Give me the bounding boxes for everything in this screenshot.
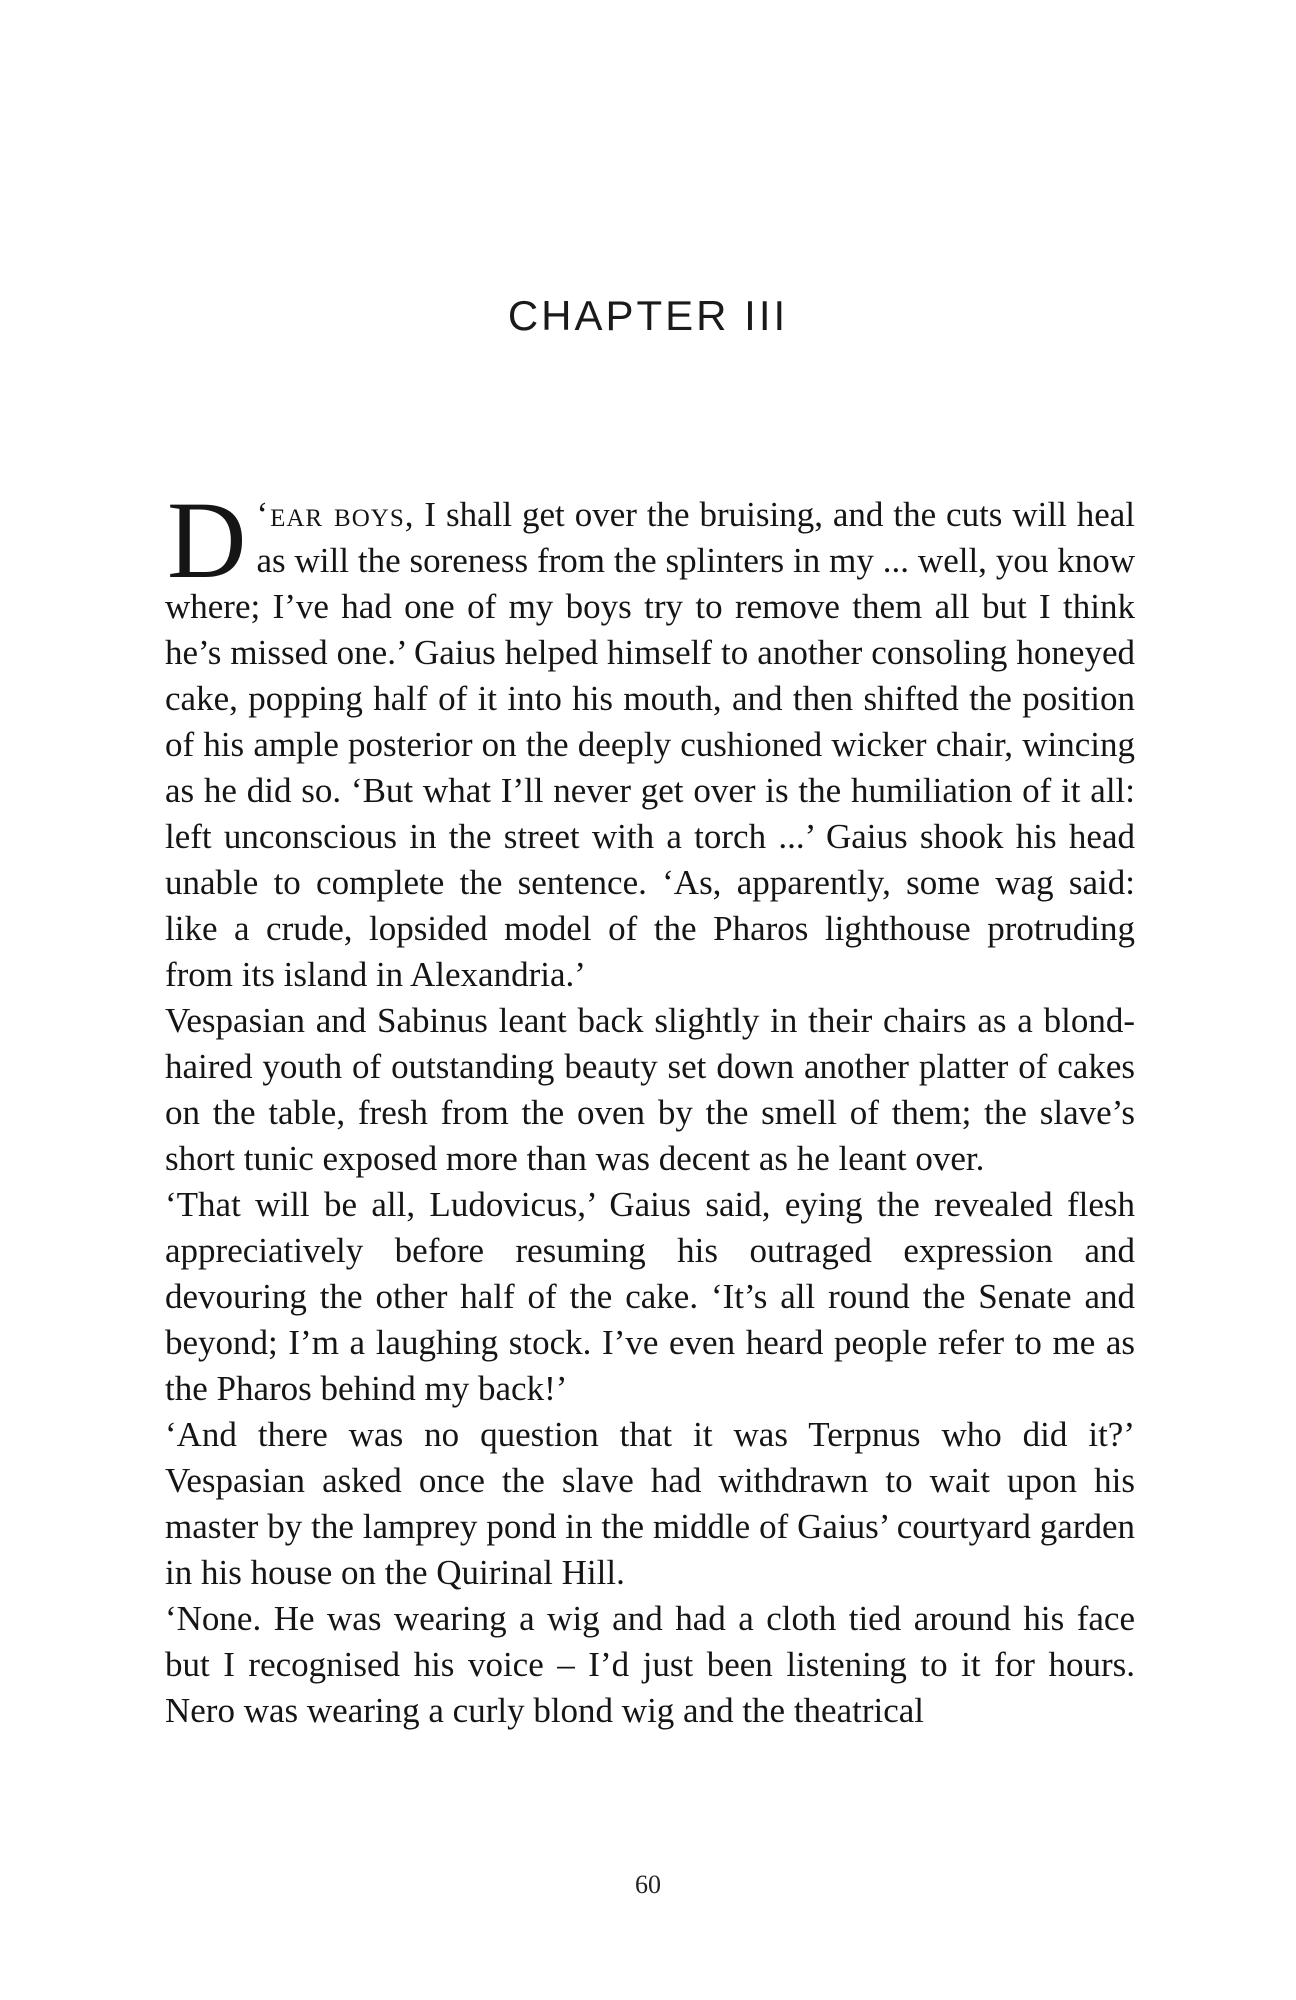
drop-cap: D (167, 479, 247, 601)
paragraph: ‘None. He was wearing a wig and had a cloth tied around his face but I recognised his voice – I’d just been listening to it for hours. Nero was wearing a curly blond wig and the theatrical (165, 1599, 1135, 1730)
chapter-heading: CHAPTER III (507, 292, 789, 339)
small-caps-lead: ear boys, (270, 495, 415, 534)
paragraph: ‘That will be all, Ludovicus,’ Gaius said, eying the revealed flesh appreciatively before resuming his outraged expression and devouring the other half of the cake. ‘It’s all round the Senate and beyond; I’m a laughing stock. I’ve even heard people refer to me as the Pharos behind my back!’ (165, 1185, 1135, 1408)
opening-quote-mark: ‘ (256, 495, 269, 534)
opening-paragraph (165, 479, 1136, 998)
paragraph: Vespasian and Sabinus leant back slightly in their chairs as a blond-haired youth of outstanding beauty set down another platter of cakes on the table, fresh from the oven by the smell of them; the slave’s short tunic exposed more than was decent as he leant over. (165, 1001, 1135, 1178)
paragraph: ‘And there was no question that it was Terpnus who did it?’ Vespasian asked once the slave had withdrawn to wait upon his master by the lamprey pond in the middle of Gaius’ courtyard garden in his house on the Quirinal Hill. (165, 1415, 1135, 1592)
opening-paragraph-text: I shall get over the bruising, and the cuts will heal as will the soreness from the splinters in my ... well, you know where; I’ve had one of my boys try to remove them all but I think he’s missed one.’ Gaius helped himself to another consoling honeyed cake, popping half of it into his mouth, and then shifted the position of his ample posterior on the deeply cushioned wicker chair, wincing as he did so. ‘But what I’ll never get over is the humiliation of it all: left unconscious in the street with a torch ...’ Gaius shook his head unable to complete the sentence. ‘As, apparently, some wag said: like a crude, lopsided model of the Pharos lighthouse protruding from its island in Alexandria.’ (165, 495, 1136, 994)
body-text (165, 479, 1136, 1734)
page-number: 60 (635, 1870, 661, 1899)
